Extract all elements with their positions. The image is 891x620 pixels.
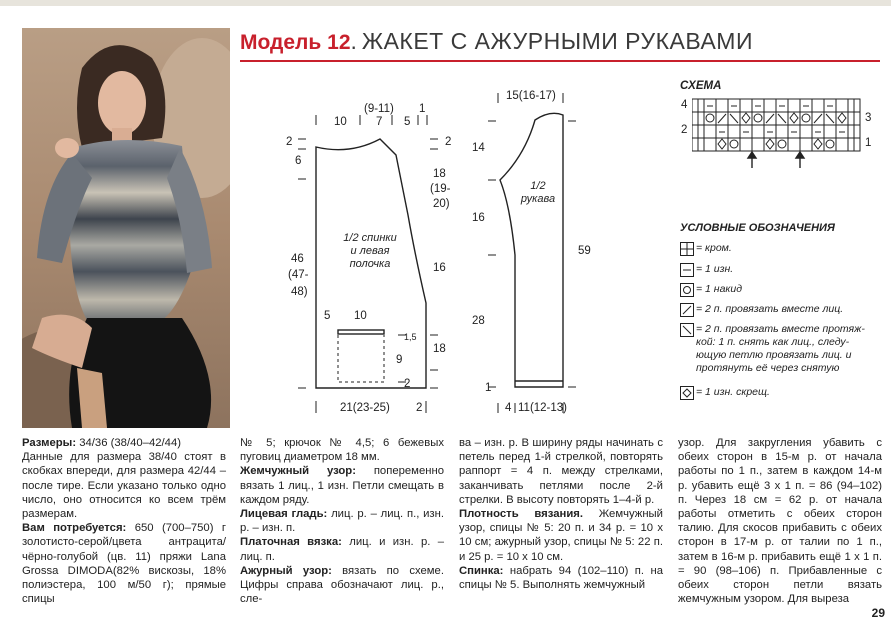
title-rule [240, 60, 880, 62]
legend-item-edge: = кром. [680, 242, 732, 256]
dim-neck-width: (9-11) [364, 103, 394, 115]
dim-sleeve-bottom-mark: 1 [485, 382, 492, 394]
dim-right-18: 18 [433, 168, 446, 180]
lace-chart [692, 98, 862, 168]
legend-item-ssk: = 2 п. провязать вместе протяж- кой: 1 п. снять как лиц., следу- ющую петлю провязать лиц. и протянуть её через снятую [680, 323, 865, 375]
dim-pocket-left: 5 [324, 310, 331, 322]
text-column-1: Размеры: 34/36 (38/40–42/44) Данные для размера 38/40 стоят в скобках впереди, для размера 42/44 – после тире. Если указано только одно число, оно относится ко всем трём размерам. Вам потребуется: 650 (700–750) г золотисто-серой/цвета антрацита/чёрно-голубой (цв. 11) пряжи Lana Grossa DIMODA(82% вискозы, 18% полиэстера, 100 м/50 г); прямые спицы [22, 437, 226, 606]
dim-right-16: 16 [433, 262, 446, 274]
dim-right-2: 2 [445, 136, 452, 148]
dash-box-icon [680, 263, 694, 277]
top-band [0, 0, 891, 6]
model-name: ЖАКЕТ С АЖУРНЫМИ РУКАВАМИ [361, 28, 753, 54]
dim-right-20: 20) [433, 198, 450, 210]
legend-item-k2tog: = 2 п. провязать вместе лиц. [680, 303, 843, 317]
model-photo [22, 28, 230, 428]
dim-sleeve-14: 14 [472, 142, 485, 154]
dim-right-18b: 18 [433, 343, 446, 355]
legend-title: УСЛОВНЫЕ ОБОЗНАЧЕНИЯ [680, 222, 835, 234]
dim-top-7: 7 [376, 116, 383, 128]
sleeve-piece-label: 1/2 рукава [520, 180, 556, 205]
slash-left-box-icon [680, 323, 694, 337]
dim-sleeve-28: 28 [472, 315, 485, 327]
legend-item-cross: = 1 изн. скрещ. [680, 386, 770, 400]
dim-top-10: 10 [334, 116, 347, 128]
dim-pocket-height: 9 [396, 354, 403, 366]
dim-height-48: 48) [291, 286, 308, 298]
sleeve-pattern-diagram [470, 85, 580, 425]
schema-row-1: 1 [865, 137, 872, 149]
schema-title: СХЕМА [680, 80, 722, 92]
dim-top-5: 5 [404, 116, 411, 128]
legend-item-yarnover: = 1 накид [680, 283, 742, 297]
dim-pocket-width: 10 [354, 310, 367, 322]
dim-sleeve-bottom-left: 4 [505, 402, 512, 414]
slash-right-box-icon [680, 303, 694, 317]
diamond-box-icon [680, 386, 694, 400]
dim-left-2: 2 [286, 136, 293, 148]
schema-row-2: 2 [681, 124, 688, 136]
dim-pocket-bottom: 2 [404, 378, 411, 390]
model-number: Модель 12 [240, 31, 351, 54]
legend-item-purl: = 1 изн. [680, 263, 733, 277]
text-column-4: узор. Для закругления убавить с обеих сторон в 15-м р. от начала работы по 1 п., затем в каждом 14-м р. убавить ещё 3 х 1 п. = 86 (94–102) п. Через 18 см = 62 р. от начала работы отметить с обеих сторон талию. Для скосов прибавить с обеих сторон в 17-м р. от талии по 1 п., затем в 16-м р. прибавить ещё 1 х 1 п. = 90 (98–106) п. Прибавленные с обеих сторон петли вязать жемчужным узором. Для выреза [678, 437, 882, 606]
dim-top-1: 1 [419, 103, 426, 115]
dim-sleeve-59: 59 [578, 245, 591, 257]
text-column-3: ва – изн. р. В ширину ряды начинать с петель перед 1-й стрелкой, повторять раппорт = 4 п. между стрелками, заканчивать петлями после 2-й стрелки. В высоту повторять 1–4-й р. Плотность вязания. Жемчужный узор, спицы № 5: 20 п. и 34 р. = 10 х 10 см; ажурный узор, спицы № 5: 22 п. и 25 р. = 10 х 10 см. Спинка: набрать 94 (102–110) п. на спицы № 5. Выполнять жемчужный [459, 437, 663, 592]
page-title: Модель 12. ЖАКЕТ С АЖУРНЫМИ РУКАВАМИ [240, 28, 753, 54]
dim-left-6: 6 [295, 155, 302, 167]
page-number: 29 [871, 606, 885, 620]
dim-sleeve-bottom-width: 11(12-13) [518, 402, 568, 414]
schema-row-4: 4 [681, 99, 688, 111]
circle-box-icon [680, 283, 694, 297]
dim-pocket-top: 1,5 [404, 332, 417, 342]
schema-row-3: 3 [865, 112, 872, 124]
dim-height-47: (47- [288, 269, 309, 281]
dim-right-19: (19- [430, 183, 451, 195]
dim-height-46: 46 [291, 253, 304, 265]
dim-bottom-width: 21(23-25) [340, 402, 390, 414]
dim-sleeve-16: 16 [472, 212, 485, 224]
dim-bottom-extra: 2 [416, 402, 423, 414]
dim-sleeve-top: 15(16-17) [506, 90, 556, 102]
plus-box-icon [680, 242, 694, 256]
body-piece-label: 1/2 спинки и левая полочка [343, 232, 397, 270]
text-column-2: № 5; крючок № 4,5; 6 бежевых пуговиц диаметром 18 мм. Жемчужный узор: попеременно вязать 1 лиц., 1 изн. Петли смещать в каждом ряду. Лицевая гладь: лиц. р. – лиц. п., изн. р. – изн. п. Платочная вязка: лиц. и изн. р. – лиц. п. Ажурный узор: вязать по схеме. Цифры справа обозначают лиц. р., сле- [240, 437, 444, 606]
